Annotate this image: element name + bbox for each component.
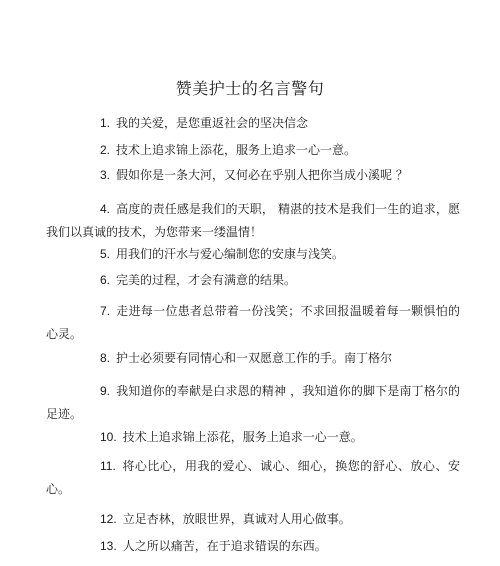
item-number: 5. <box>100 247 111 261</box>
item-text: 我知道你的奉献是白求恩的精神 ，我知道你的脚下是南丁格尔的足迹。 <box>46 384 460 421</box>
item-text: 人之所以痛苦，在于追求错误的东西。 <box>122 539 327 553</box>
item-text: 走进每一位患者总带着一份浅笑；不求回报温暖着每一颗惧怕的心灵。 <box>46 304 460 341</box>
list-item <box>46 164 460 187</box>
item-number: 13. <box>100 539 117 553</box>
list-item <box>46 347 460 370</box>
item-number: 10. <box>100 430 117 444</box>
list-item <box>46 112 460 135</box>
document-title: 赞美护士的名言警句 <box>175 79 325 98</box>
item-number: 6. <box>100 273 111 287</box>
item-text: 假如你是一条大河，又何必在乎别人把你当成小溪呢 ？ <box>116 168 408 182</box>
item-text: 我的关爱，是您重返社会的坚决信念 <box>116 116 309 130</box>
item-text: 立足杏林，放眼世界，真诚对人用心做事。 <box>122 512 351 526</box>
list-item <box>46 380 460 426</box>
item-text: 将心比心，用我的爱心、诚心、细心，换您的舒心、放心、安心。 <box>46 459 460 496</box>
list-item <box>46 508 460 531</box>
list-item <box>46 535 460 558</box>
item-number: 2. <box>100 143 111 157</box>
list-item <box>46 300 460 346</box>
item-number: 9. <box>100 384 111 398</box>
item-number: 1. <box>100 116 111 130</box>
list-item <box>46 269 460 292</box>
item-text: 技术上追求锦上添花，服务上追求一心一意。 <box>116 143 357 157</box>
item-number: 7. <box>100 304 111 318</box>
item-text: 用我们的汗水与爱心编制您的安康与浅笑。 <box>116 247 345 261</box>
list-item <box>46 243 460 266</box>
list-item <box>46 198 460 244</box>
list-item <box>46 139 460 162</box>
list-item <box>46 455 460 501</box>
item-number: 11. <box>100 459 116 473</box>
item-text: 完美的过程，才会有满意的结果。 <box>116 273 297 287</box>
list-item <box>46 426 460 449</box>
item-number: 8. <box>100 351 111 365</box>
item-number: 3. <box>100 168 111 182</box>
item-number: 4. <box>100 202 111 216</box>
item-text: 高度的责任感是我们的天职， 精湛的技术是我们一生的追求，愿我们以真诚的技术，为您带来一缕温情！ <box>46 202 460 239</box>
item-text: 技术上追求锦上添花，服务上追求一心一意。 <box>122 430 363 444</box>
item-text: 护士必须要有同情心和一双愿意工作的手。南丁格尔 <box>116 351 393 365</box>
item-number: 12. <box>100 512 117 526</box>
